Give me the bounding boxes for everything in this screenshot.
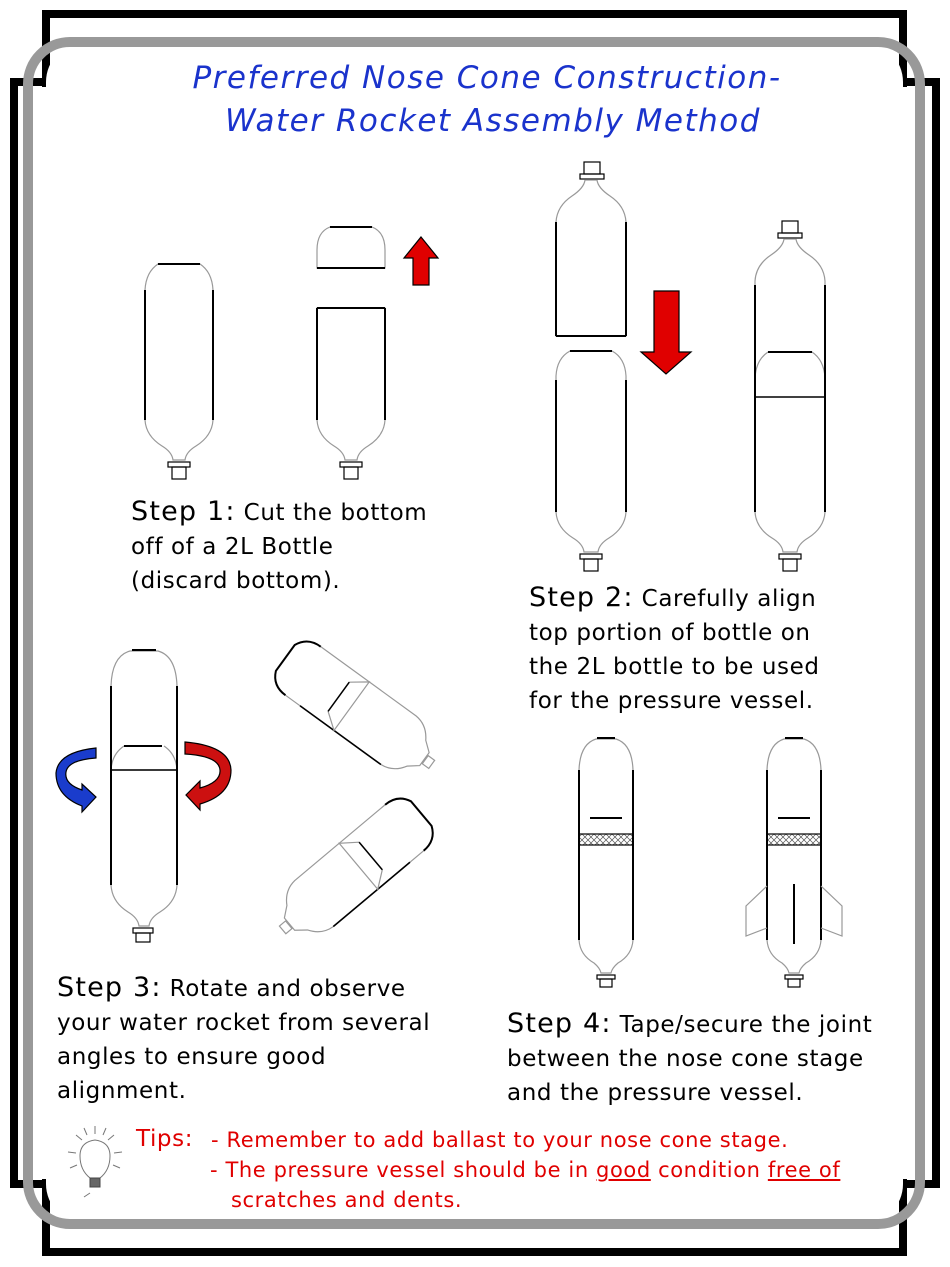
rotate-right-arrow-icon xyxy=(185,742,231,810)
step-2-line-1: Carefully align xyxy=(641,586,817,612)
step-3-lead: Step 3: xyxy=(57,972,162,1003)
step2-top-section xyxy=(556,162,626,336)
tips-label: Tips: xyxy=(136,1126,194,1152)
tip-2-prefix: - The pressure vessel should be in xyxy=(210,1158,597,1182)
step-4-caption xyxy=(507,1007,927,1110)
step-1-caption xyxy=(131,495,461,598)
step4-taped-rocket xyxy=(579,738,633,987)
step-1-lead: Step 1: xyxy=(131,496,236,527)
step2-lower-bottle xyxy=(556,351,626,571)
step3-tilted-rocket-2 xyxy=(263,791,440,953)
step-4-lead: Step 4: xyxy=(507,1008,612,1039)
step-4-line-1: Tape/secure the joint xyxy=(619,1012,873,1038)
step-3-caption xyxy=(57,971,477,1108)
step-3-line-3: angles to ensure good xyxy=(57,1044,327,1070)
step-1-line-1: Cut the bottom xyxy=(243,500,428,526)
title-line-2: Water Rocket Assembly Method xyxy=(225,103,761,139)
step-1-line-2: off of a 2L Bottle xyxy=(131,534,334,560)
step3-tilted-rocket-1 xyxy=(268,634,450,789)
tip-1: - Remember to add ballast to your nose cone stage. xyxy=(211,1128,789,1152)
step-4-line-3: and the pressure vessel. xyxy=(507,1080,804,1106)
step-3-line-2: your water rocket from several xyxy=(57,1010,431,1036)
title-line-1: Preferred Nose Cone Construction- xyxy=(192,60,782,96)
tip-2-free-of: free of xyxy=(767,1158,841,1182)
step-2-lead: Step 2: xyxy=(529,582,634,613)
down-arrow-icon xyxy=(641,291,691,374)
tip-3: scratches and dents. xyxy=(231,1188,463,1212)
step1-whole-bottle xyxy=(145,264,213,479)
rotate-left-arrow-icon xyxy=(56,748,96,812)
step2-assembled-bottle xyxy=(755,221,825,571)
step3-vertical-rocket xyxy=(111,650,177,942)
tip-2 xyxy=(210,1155,840,1185)
tip-2-good: good xyxy=(596,1158,651,1182)
step-3-line-4: alignment. xyxy=(57,1078,187,1104)
step-3-line-1: Rotate and observe xyxy=(169,976,406,1002)
step-4-line-2: between the nose cone stage xyxy=(507,1046,864,1072)
step1-cut-bottle xyxy=(317,227,385,479)
step-1-line-3: (discard bottom). xyxy=(131,568,341,594)
step-2-line-4: for the pressure vessel. xyxy=(529,688,814,714)
tip-2-middle: condition xyxy=(650,1158,768,1182)
step-2-line-2: top portion of bottle on xyxy=(529,620,811,646)
step-2-line-3: the 2L bottle to be used xyxy=(529,654,820,680)
step-2-caption xyxy=(529,581,859,718)
up-arrow-icon xyxy=(404,237,438,285)
step4-finned-rocket xyxy=(746,738,842,987)
lightbulb-icon xyxy=(68,1126,122,1197)
